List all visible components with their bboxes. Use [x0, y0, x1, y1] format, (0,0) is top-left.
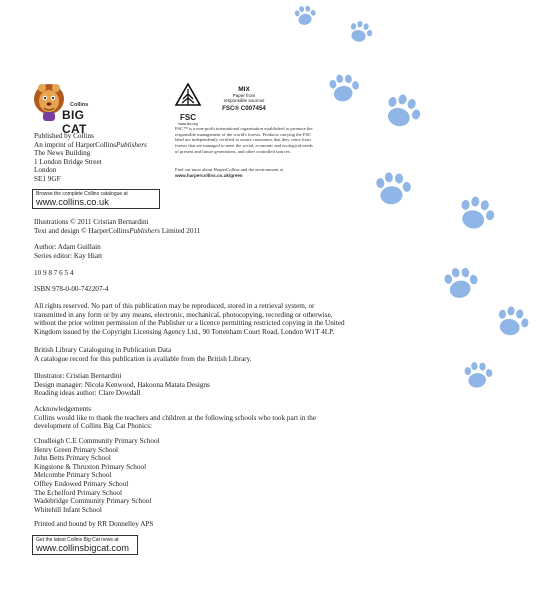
cataloguing-line: A catalogue record for this publication is available from the British Library.	[34, 354, 252, 363]
school-item: John Betts Primary School	[34, 454, 111, 463]
catalogue-link[interactable]: www.collins.co.uk	[36, 197, 109, 207]
fsc-mix-title: MIX	[238, 86, 250, 93]
acknowledgements-heading: Acknowledgements	[34, 405, 92, 413]
logo-big-cat-text: BIG CAT	[62, 108, 87, 136]
acknowledgements-line: Collins would like to thank the teachers and children at the following schools who took part in the	[34, 413, 317, 422]
schools-list	[34, 437, 160, 514]
paw-print-icon	[493, 303, 534, 344]
acknowledgements-line: development of Collins Big Cat Phonics:	[34, 422, 152, 431]
school-item: Melcombe Primary School	[34, 471, 112, 480]
news-box	[32, 535, 138, 555]
staff-line: Illustrator: Cristian Bernardini	[34, 372, 122, 380]
fsc-mix-label	[204, 86, 284, 112]
copyright-illustrations: Illustrations © 2011 Cristian Bernardini	[34, 218, 149, 226]
publisher-line: An imprint of HarperCollinsPublishers	[34, 140, 147, 149]
catalogue-box	[32, 189, 160, 209]
paw-print-icon	[372, 168, 415, 211]
fsc-code: FSC® C007454	[222, 104, 266, 112]
fsc-tree-icon	[173, 83, 203, 109]
fsc-description-line: forests that are managed to meet the social, economic and ecological needs	[175, 143, 313, 149]
school-item: Whitehill Infant School	[34, 505, 102, 514]
staff-block	[34, 372, 210, 398]
school-item: Chudleigh C.E Community Primary School	[34, 437, 160, 445]
catalogue-caption: Browse the complete Collins catalogue at	[36, 191, 128, 197]
paw-print-icon	[439, 261, 484, 306]
fsc-sources-line: Paper from	[232, 93, 256, 98]
rights-line: transmitted in any form or by any means, electronic, mechanical, photocopying, recording or otherwise,	[34, 310, 333, 319]
paw-print-icon	[291, 1, 320, 30]
cataloguing-line: British Library Cataloguing in Publication Data	[34, 346, 172, 354]
rights-statement	[34, 302, 345, 336]
paw-print-icon	[454, 192, 500, 238]
school-item: Offley Endowed Primary School	[34, 479, 129, 488]
fsc-description-line: label are independently certified to assure consumers that they come from	[175, 137, 311, 143]
fsc-logo	[173, 83, 203, 126]
news-caption: Get the latest Collins Big Cat news at	[36, 537, 119, 543]
fsc-find-out-link[interactable]: www.harpercollins.co.uk/green	[175, 172, 243, 178]
fsc-find-out	[175, 167, 385, 178]
school-item: Henry Green Primary School	[34, 445, 119, 454]
news-link[interactable]: www.collinsbigcat.com	[36, 543, 130, 553]
paw-print-icon	[325, 69, 364, 108]
publisher-line: Published by Collins	[34, 132, 94, 140]
fsc-site: www.fsc.org	[178, 122, 198, 126]
rights-line: All rights reserved. No part of this publication may be reproduced, stored in a retrieval system, or	[34, 302, 315, 310]
acknowledgements-block	[34, 405, 316, 431]
fsc-description	[175, 126, 385, 155]
paw-print-icon	[379, 89, 428, 138]
fsc-sources-line: responsible sources	[223, 98, 265, 104]
cataloguing-block	[34, 346, 252, 363]
school-item: Kingstone & Thruxton Primary School	[34, 462, 147, 471]
fsc-description-line: FSC™ is a non-profit international organisation established to promote the	[175, 126, 313, 131]
school-item: Wadebridge Community Primary School	[34, 497, 152, 506]
publisher-line: London	[34, 166, 57, 175]
lion-icon	[32, 82, 66, 122]
logo-collins-text: Collins	[70, 102, 89, 108]
editor-credit: Series editor: Kay Hiatt	[34, 251, 103, 260]
fsc-description-line: of present and future generations, and other controlled sources.	[175, 148, 291, 154]
fsc-mark: FSC	[180, 113, 196, 122]
staff-line: Design manager: Nicola Kenwood, Hakoona Matata Designs	[34, 380, 210, 389]
isbn: ISBN 978-0-00-742207-4	[34, 285, 109, 293]
publisher-line: The News Building	[34, 149, 91, 158]
fsc-description-line: responsible management of the world's forests. Products carrying the FSC	[175, 131, 312, 137]
author-credit: Author: Adam Guillain	[34, 243, 101, 251]
publisher-line: SE1 9GF	[34, 174, 61, 183]
school-item: The Echelford Primary School	[34, 488, 123, 497]
copyright-block	[34, 218, 200, 235]
publisher-line: 1 London Bridge Street	[34, 157, 102, 166]
rights-line: without the prior written permission of the Publisher or a licence permitting restricted copying in the United	[34, 319, 345, 328]
print-run: 10 9 8 7 6 5 4	[34, 269, 74, 277]
credits-block	[34, 243, 102, 260]
fsc-find-out-text: Find out more about HarperCollins and the environment at	[175, 167, 283, 172]
paw-print-icon	[461, 358, 497, 394]
publisher-address	[34, 132, 147, 184]
rights-line: Kingdom issued by the Copyright Licensing Agency Ltd., 90 Tottenham Court Road, London W1T 4LP.	[34, 327, 335, 336]
paw-print-icon	[346, 18, 376, 48]
copyright-text-design: Text and design © HarperCollinsPublishers Limited 2011	[34, 226, 201, 235]
staff-line: Reading ideas author: Clare Dowdall	[34, 389, 141, 398]
printed-by: Printed and bound by RR Donnelley APS	[34, 520, 154, 528]
